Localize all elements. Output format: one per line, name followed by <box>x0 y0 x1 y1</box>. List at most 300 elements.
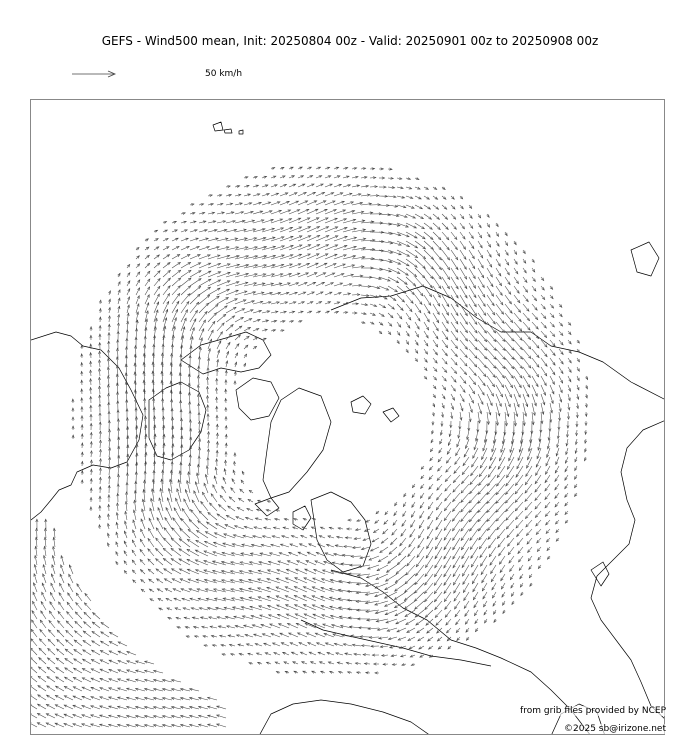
wind-arrow <box>189 519 199 529</box>
wind-arrow <box>469 250 474 259</box>
wind-arrow <box>156 528 163 538</box>
wind-arrow <box>545 475 550 483</box>
wind-arrow <box>487 367 495 377</box>
wind-arrow <box>37 723 46 727</box>
wind-arrow <box>59 593 64 601</box>
wind-arrow <box>75 631 83 637</box>
wind-arrow <box>509 556 514 563</box>
wind-arrow <box>514 367 522 378</box>
coastline-east-asia <box>591 420 665 720</box>
wind-arrow <box>148 549 154 556</box>
wind-arrow <box>65 658 73 664</box>
wind-arrow <box>199 511 208 520</box>
wind-arrow <box>487 394 492 406</box>
wind-arrow <box>415 196 421 199</box>
wind-arrow <box>316 201 326 205</box>
wind-arrow <box>290 544 298 547</box>
wind-arrow <box>452 511 460 521</box>
wind-arrow <box>199 295 210 304</box>
wind-arrow <box>411 511 415 517</box>
wind-arrow <box>469 349 477 358</box>
wind-arrow <box>526 529 532 536</box>
wind-arrow <box>132 540 136 547</box>
wind-arrow <box>435 601 442 610</box>
wind-arrow <box>436 511 442 520</box>
wind-arrow <box>535 493 541 501</box>
wind-arrow <box>461 502 469 512</box>
wind-arrow <box>442 322 448 332</box>
wind-arrow <box>49 620 55 628</box>
wind-arrow <box>38 695 46 700</box>
wind-arrow <box>287 561 298 565</box>
wind-arrow <box>447 448 451 454</box>
wind-arrow <box>309 544 316 547</box>
wind-arrow <box>434 592 442 602</box>
wind-arrow <box>57 630 64 637</box>
wind-arrow <box>405 574 415 584</box>
wind-arrow <box>541 376 546 386</box>
wind-arrow <box>55 723 64 727</box>
wind-arrow <box>478 277 484 288</box>
wind-arrow <box>47 686 55 691</box>
wind-arrow <box>541 322 546 328</box>
wind-arrow <box>164 528 172 538</box>
wind-arrow <box>460 268 467 279</box>
wind-arrow <box>451 295 458 307</box>
wind-arrow <box>199 357 200 368</box>
wind-arrow <box>199 287 211 295</box>
wind-arrow <box>192 500 199 511</box>
wind-arrow <box>479 538 487 549</box>
wind-arrow <box>163 270 170 277</box>
map-frame <box>30 99 665 735</box>
wind-arrow <box>448 439 451 445</box>
wind-arrow <box>100 697 109 700</box>
wind-arrow <box>425 610 433 618</box>
wind-arrow <box>405 583 415 592</box>
wind-arrow <box>82 696 91 700</box>
wind-arrow <box>480 547 487 558</box>
wind-arrow <box>149 518 154 529</box>
wind-arrow <box>39 639 46 646</box>
wind-arrow <box>505 286 511 294</box>
wind-arrow <box>184 499 190 511</box>
wind-arrow <box>222 486 226 493</box>
wind-arrow <box>415 601 424 609</box>
wind-arrow <box>316 273 326 277</box>
wind-arrow <box>463 457 469 466</box>
wind-arrow <box>41 602 46 611</box>
wind-arrow <box>181 255 190 260</box>
wind-arrow <box>532 322 538 329</box>
wind-arrow <box>406 259 417 267</box>
wind-arrow <box>208 330 213 340</box>
wind-arrow <box>402 520 406 526</box>
wind-arrow <box>517 538 523 545</box>
wind-arrow <box>389 547 397 554</box>
wind-arrow <box>464 592 469 601</box>
wind-arrow <box>132 550 136 556</box>
wind-arrow <box>47 658 55 664</box>
wind-arrow <box>496 394 501 406</box>
wind-arrow <box>290 643 298 646</box>
wind-arrow <box>451 367 457 374</box>
wind-arrow <box>406 250 418 258</box>
wind-arrow <box>505 259 509 265</box>
wind-arrow <box>496 322 505 333</box>
wind-arrow <box>307 201 317 205</box>
wind-arrow <box>501 574 505 581</box>
wind-arrow <box>163 247 169 250</box>
wind-arrow <box>109 651 118 655</box>
wind-arrow <box>325 273 335 277</box>
wind-arrow <box>84 622 91 628</box>
wind-arrow <box>397 628 406 632</box>
wind-arrow <box>436 520 442 530</box>
wind-arrow <box>496 268 501 276</box>
wind-arrow <box>307 273 317 277</box>
wind-arrow <box>496 358 505 369</box>
wind-arrow <box>489 538 497 548</box>
wind-arrow <box>379 286 389 290</box>
wind-arrow <box>148 528 154 538</box>
wind-arrow <box>435 610 442 618</box>
wind-arrow <box>541 349 547 357</box>
wind-arrow <box>109 669 118 673</box>
wind-arrow <box>491 565 496 574</box>
wind-arrow <box>157 518 163 529</box>
wind-arrow <box>166 508 172 521</box>
wind-arrow <box>101 622 109 628</box>
wind-arrow <box>202 492 208 502</box>
wind-arrow <box>66 640 74 646</box>
wind-arrow <box>425 592 434 602</box>
wind-arrow-head <box>494 619 497 622</box>
wind-arrow <box>73 724 82 727</box>
wind-arrow <box>410 529 415 537</box>
wind-arrow <box>523 304 529 311</box>
wind-arrow <box>496 493 505 503</box>
wind-arrow <box>228 506 235 511</box>
wind-arrow <box>401 529 406 536</box>
wind-arrow <box>525 511 532 519</box>
wind-arrow <box>226 307 236 313</box>
wind-arrow <box>40 620 46 628</box>
wind-arrow <box>60 574 64 583</box>
wind-arrow <box>127 652 136 656</box>
wind-arrow <box>165 589 172 592</box>
coastline-small-islands <box>213 122 243 134</box>
wind-arrow <box>433 232 441 240</box>
wind-arrow <box>163 255 170 259</box>
wind-arrow <box>442 241 449 250</box>
wind-arrow <box>48 630 55 637</box>
wind-arrow <box>460 385 465 392</box>
wind-arrow <box>442 232 449 240</box>
wind-arrow <box>461 493 469 502</box>
wind-arrow <box>92 622 100 628</box>
wind-arrow <box>460 376 466 383</box>
wind-arrow <box>261 625 271 629</box>
wind-arrow <box>199 279 211 286</box>
wind-arrow <box>127 289 130 295</box>
wind-arrow <box>532 358 539 367</box>
wind-arrow <box>424 223 432 229</box>
wind-arrow <box>316 282 325 286</box>
wind-arrow <box>408 637 415 641</box>
wind-arrow <box>217 314 226 322</box>
wind-arrow <box>426 547 433 558</box>
wind-arrow <box>451 340 458 349</box>
wind-arrow <box>532 376 538 387</box>
wind-arrow <box>478 241 482 248</box>
wind-arrow <box>487 241 491 247</box>
wind-arrow <box>461 484 469 493</box>
wind-arrow <box>427 529 433 539</box>
wind-arrow <box>158 508 163 520</box>
wind-arrow <box>427 628 433 633</box>
wind-arrow <box>235 526 245 529</box>
wind-arrow <box>496 331 505 342</box>
wind-arrow <box>442 268 450 280</box>
wind-arrow <box>555 466 559 473</box>
wind-arrow <box>505 376 513 388</box>
wind-arrow <box>446 619 451 625</box>
wind-arrow <box>33 601 38 610</box>
wind-arrow <box>424 322 429 330</box>
wind-arrow <box>433 259 442 270</box>
wind-arrow <box>436 529 442 540</box>
wind-arrow <box>48 639 55 646</box>
wind-arrow <box>498 538 505 547</box>
wind-arrow <box>136 280 140 286</box>
wind-arrow <box>289 193 297 196</box>
wind-arrow <box>66 630 73 637</box>
wind-arrow <box>154 271 160 277</box>
wind-arrow <box>559 358 563 364</box>
wind-arrow <box>496 313 504 323</box>
wind-arrow <box>217 341 221 349</box>
wind-arrow <box>559 367 563 374</box>
wind-arrow <box>172 246 179 250</box>
wind-arrow <box>433 340 438 347</box>
wind-arrow <box>31 648 37 655</box>
wind-arrow <box>433 304 439 315</box>
wind-arrow <box>550 340 555 346</box>
wind-arrow <box>454 466 460 473</box>
wind-arrow <box>451 223 456 229</box>
wind-arrow <box>532 331 539 339</box>
wind-arrow <box>194 491 199 502</box>
wind-arrow <box>460 331 468 341</box>
wind-arrow <box>164 569 172 574</box>
wind-arrow <box>461 511 469 522</box>
wind-arrow <box>118 642 127 646</box>
wind-arrow <box>492 592 496 598</box>
wind-arrow <box>325 264 336 269</box>
wind-arrow <box>478 493 487 503</box>
wind-arrow <box>39 658 46 665</box>
wind-arrow <box>91 697 100 700</box>
wind-arrow <box>482 574 487 583</box>
wind-arrow <box>38 704 47 709</box>
wind-arrow <box>535 511 541 518</box>
wind-arrow <box>387 565 398 572</box>
wind-arrow <box>156 548 164 556</box>
wind-arrow <box>281 643 289 646</box>
wind-arrow <box>535 475 541 484</box>
wind-arrow <box>460 259 466 269</box>
wind-arrow <box>55 695 64 700</box>
wind-arrow <box>433 277 441 289</box>
wind-arrow <box>298 184 305 187</box>
wind-arrow <box>156 538 163 547</box>
wind-arrow <box>460 358 467 366</box>
wind-arrow <box>472 574 478 584</box>
wind-arrow <box>406 304 412 312</box>
wind-arrow <box>199 329 204 340</box>
wind-arrow <box>371 547 380 551</box>
wind-arrow <box>141 519 145 529</box>
wind-arrow <box>325 193 334 196</box>
wind-arrow <box>388 556 397 563</box>
wind-arrow <box>469 367 476 376</box>
wind-arrow <box>172 579 181 583</box>
wind-arrow <box>428 520 433 529</box>
wind-arrow <box>60 583 65 592</box>
wind-arrow <box>505 322 513 332</box>
wind-arrow <box>74 668 83 673</box>
wind-arrow <box>550 385 554 394</box>
wind-arrow <box>526 520 532 527</box>
wind-arrow <box>478 394 483 404</box>
wind-arrow <box>32 620 38 628</box>
coastline-japan <box>591 562 609 586</box>
wind-arrow <box>396 565 406 574</box>
wind-arrow <box>408 547 415 557</box>
wind-arrow <box>455 601 461 609</box>
wind-vector-field <box>31 167 588 727</box>
wind-arrow <box>523 394 528 407</box>
wind-arrow <box>48 648 55 655</box>
wind-arrow <box>442 349 447 356</box>
wind-arrow <box>172 262 180 268</box>
wind-arrow <box>369 556 379 560</box>
wind-arrow <box>405 601 415 609</box>
wind-arrow <box>469 511 478 522</box>
wind-arrow <box>375 583 388 588</box>
coastline-kamchatka <box>631 242 659 276</box>
wind-arrow <box>487 340 496 351</box>
wind-arrow <box>69 565 73 574</box>
wind-arrow <box>433 331 438 339</box>
wind-arrow <box>424 340 428 346</box>
chart-title: GEFS - Wind500 mean, Init: 20250804 00z - Valid: 20250901 00z to 20250908 00z <box>101 34 599 48</box>
wind-arrow <box>208 339 212 349</box>
wind-arrow <box>208 313 217 322</box>
wind-arrow <box>451 250 458 260</box>
wind-arrow <box>40 629 46 637</box>
wind-arrow <box>437 484 442 490</box>
wind-arrow <box>31 639 37 647</box>
wind-arrow <box>424 232 433 240</box>
wind-arrow <box>508 538 515 546</box>
wind-arrow <box>110 632 119 637</box>
wind-arrow <box>397 277 407 284</box>
wind-arrow <box>51 574 55 583</box>
wind-arrow <box>226 342 230 349</box>
wind-arrow <box>191 510 200 520</box>
wind-arrow <box>208 321 215 331</box>
wind-arrow <box>397 295 405 302</box>
wind-arrow <box>435 538 442 549</box>
wind-arrow <box>496 286 502 295</box>
wind-arrow <box>211 494 217 502</box>
wind-arrow <box>196 482 200 493</box>
wind-arrow <box>469 277 476 288</box>
wind-arrow <box>471 556 478 567</box>
wind-arrow <box>469 394 474 403</box>
wind-arrow <box>415 205 422 209</box>
wind-arrow <box>289 552 298 556</box>
wind-arrow <box>65 668 73 673</box>
wind-arrow <box>541 394 545 405</box>
wind-arrow <box>298 552 307 556</box>
wind-arrow <box>49 611 55 619</box>
wind-arrow <box>481 556 488 566</box>
wind-arrow <box>523 286 528 292</box>
wind-arrow <box>127 661 136 664</box>
wind-arrow <box>506 520 514 529</box>
wind-arrow <box>505 358 514 369</box>
wind-arrow <box>473 583 478 592</box>
wind-arrow <box>445 601 451 609</box>
wind-arrow <box>451 241 457 250</box>
wind-arrow <box>31 722 37 727</box>
wind-arrow <box>85 593 91 601</box>
wind-arrow <box>487 349 496 359</box>
wind-arrow <box>404 592 415 601</box>
wind-arrow <box>541 385 546 395</box>
wind-arrow <box>462 475 470 484</box>
wind-arrow <box>451 358 457 365</box>
wind-arrow <box>41 611 46 619</box>
wind-arrow <box>466 439 470 448</box>
wind-arrow <box>414 592 424 601</box>
wind-arrow <box>235 309 245 313</box>
wind-arrow <box>496 304 504 314</box>
wind-arrow <box>546 457 550 466</box>
wind-arrow <box>555 475 559 482</box>
wind-arrow <box>217 306 227 313</box>
wind-arrow <box>525 484 532 493</box>
wind-arrow <box>50 602 55 610</box>
wind-arrow <box>109 642 118 647</box>
wind-arrow <box>550 376 555 384</box>
wind-arrow <box>66 621 73 628</box>
wind-arrow <box>317 643 326 646</box>
wind-arrow <box>199 263 211 268</box>
wind-arrow <box>395 610 406 616</box>
wind-arrow <box>418 538 424 548</box>
wind-arrow <box>334 210 346 214</box>
wind-arrow <box>173 518 181 529</box>
wind-arrow <box>473 448 478 458</box>
wind-arrow <box>451 304 458 316</box>
wind-arrow <box>541 331 547 338</box>
wind-arrow <box>32 611 37 619</box>
wind-arrow <box>307 184 314 187</box>
